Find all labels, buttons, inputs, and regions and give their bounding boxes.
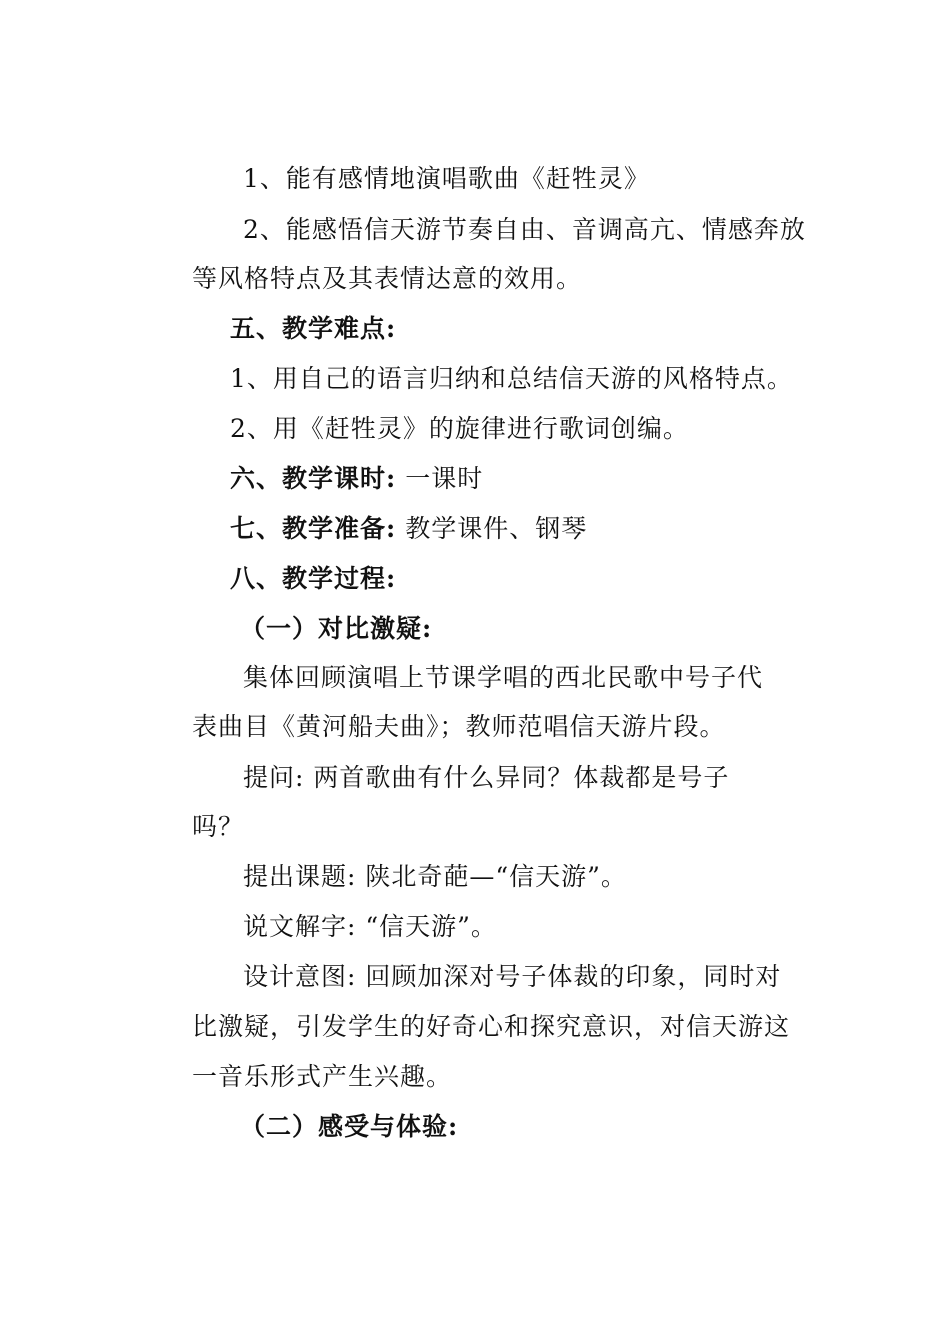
para-review-line-2: 表曲目《黄河船夫曲》；教师范唱信天游片段。: [192, 712, 726, 741]
objective-2-line-2: 等风格特点及其表情达意的效用。: [192, 264, 583, 293]
difficulty-2: 2、用《赶牲灵》的旋律进行歌词创编。: [230, 414, 689, 443]
para-design-line-2: 比激疑，引发学生的好奇心和探究意识，对信天游这: [192, 1012, 791, 1041]
para-explain: 说文解字: “信天游”。: [243, 912, 497, 941]
difficulty-1: 1、用自己的语言归纳和总结信天游的风格特点。: [230, 364, 793, 393]
heading-difficulties: 五、教学难点:: [230, 314, 397, 343]
preparation-row: [230, 512, 587, 546]
class-hours-value: 一课时: [405, 464, 484, 493]
class-hours-row: [230, 462, 483, 496]
para-question-line-1: 提问: 两首歌曲有什么异同？体裁都是号子: [243, 763, 730, 792]
subheading-contrast: （一）对比激疑:: [240, 614, 433, 643]
preparation-value: 教学课件、钢琴: [405, 514, 588, 543]
para-question-line-2: 吗？: [192, 812, 245, 841]
para-design-line-1: 设计意图: 回顾加深对号子体裁的印象，同时对: [243, 962, 782, 991]
para-design-line-3: 一音乐形式产生兴趣。: [192, 1062, 453, 1091]
heading-class-hours: 六、教学课时:: [230, 464, 397, 493]
heading-process: 八、教学过程:: [230, 564, 397, 593]
heading-preparation: 七、教学准备:: [230, 514, 397, 543]
objective-1: 1、能有感情地演唱歌曲《赶牲灵》: [243, 164, 650, 193]
subheading-experience: （二）感受与体验:: [240, 1112, 459, 1141]
para-review-line-1: 集体回顾演唱上节课学唱的西北民歌中号子代: [243, 663, 764, 692]
para-topic: 提出课题: 陕北奇葩—“信天游”。: [243, 862, 627, 891]
objective-2-line-1: 2、能感悟信天游节奏自由、音调高亢、情感奔放: [243, 215, 806, 244]
